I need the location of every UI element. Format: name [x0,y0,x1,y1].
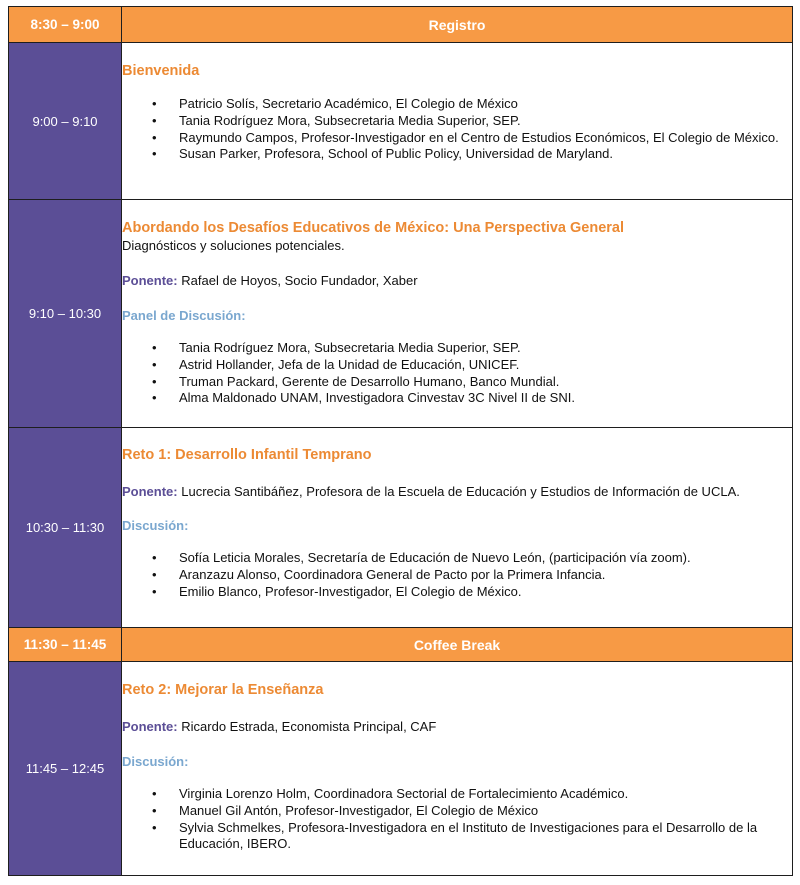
speaker-line [122,483,792,500]
session-title: Reto 1: Desarrollo Infantil Temprano [122,447,372,463]
session-title: Abordando los Desafíos Educativos de México: Una Perspectiva General [122,220,625,236]
agenda-row-bienvenida [9,43,793,200]
list-item: • Alma Maldonado UNAM, Investigadora Cinvestav 3C Nivel II de SNI. [122,390,792,407]
agenda-row-reto-2 [9,662,793,876]
list-item: • Manuel Gil Antón, Profesor-Investigador, El Colegio de México [122,803,792,820]
band-label: Registro [122,7,793,43]
list-item: • Sofía Leticia Morales, Secretaría de Educación de Nuevo León, (participación vía zoom). [122,550,792,567]
speaker-line [122,273,792,288]
agenda-row-panorama [9,200,793,428]
session-content [122,428,793,628]
list-item: • Patricio Solís, Secretario Académico, El Colegio de México [122,96,792,113]
people-list [122,340,792,407]
agenda-table [8,6,793,876]
list-item: • Astrid Hollander, Jefa de la Unidad de Educación, UNICEF. [122,357,792,374]
list-item: • Raymundo Campos, Profesor-Investigador en el Centro de Estudios Económicos, El Colegio de México. [122,130,792,147]
agenda-row-registro [9,7,793,43]
time-cell: 9:10 – 10:30 [9,200,122,428]
list-item: • Tania Rodríguez Mora, Subsecretaria Media Superior, SEP. [122,340,792,357]
session-content [122,662,793,876]
list-item: • Truman Packard, Gerente de Desarrollo Humano, Banco Mundial. [122,374,792,391]
speaker-label: Ponente: [122,484,178,499]
people-list [122,96,792,163]
panel-label: Discusión: [122,518,189,533]
time-cell: 11:30 – 11:45 [9,628,122,662]
speaker-name: Ricardo Estrada, Economista Principal, CAF [181,719,437,734]
people-list [122,786,792,853]
list-item: • Aranzazu Alonso, Coordinadora General de Pacto por la Primera Infancia. [122,567,792,584]
time-cell: 8:30 – 9:00 [9,7,122,43]
session-content [122,200,793,428]
time-cell: 11:45 – 12:45 [9,662,122,876]
list-item: • Emilio Blanco, Profesor-Investigador, El Colegio de México. [122,584,792,601]
people-list [122,550,792,600]
speaker-name: Lucrecia Santibáñez, Profesora de la Escuela de Educación y Estudios de Información de UCLA. [181,484,740,499]
panel-label: Panel de Discusión: [122,308,246,323]
agenda-row-reto-1 [9,428,793,628]
speaker-line [122,719,792,734]
session-title: Reto 2: Mejorar la Enseñanza [122,682,324,698]
speaker-label: Ponente: [122,719,178,734]
band-label: Coffee Break [122,628,793,662]
time-cell: 9:00 – 9:10 [9,43,122,200]
list-item: • Virginia Lorenzo Holm, Coordinadora Sectorial de Fortalecimiento Académico. [122,786,792,803]
speaker-name: Rafael de Hoyos, Socio Fundador, Xaber [181,273,418,288]
list-item: • Sylvia Schmelkes, Profesora-Investigadora en el Instituto de Investigaciones para el Desarrollo de la Educación, IBERO. [122,820,792,854]
list-item: • Susan Parker, Profesora, School of Public Policy, Universidad de Maryland. [122,146,792,163]
session-title: Bienvenida [122,63,200,79]
time-cell: 10:30 – 11:30 [9,428,122,628]
panel-label: Discusión: [122,754,189,769]
speaker-label: Ponente: [122,273,178,288]
session-subtitle: Diagnósticos y soluciones potenciales. [122,238,345,253]
list-item: • Tania Rodríguez Mora, Subsecretaria Media Superior, SEP. [122,113,792,130]
session-content [122,43,793,200]
agenda-row-coffee-break [9,628,793,662]
